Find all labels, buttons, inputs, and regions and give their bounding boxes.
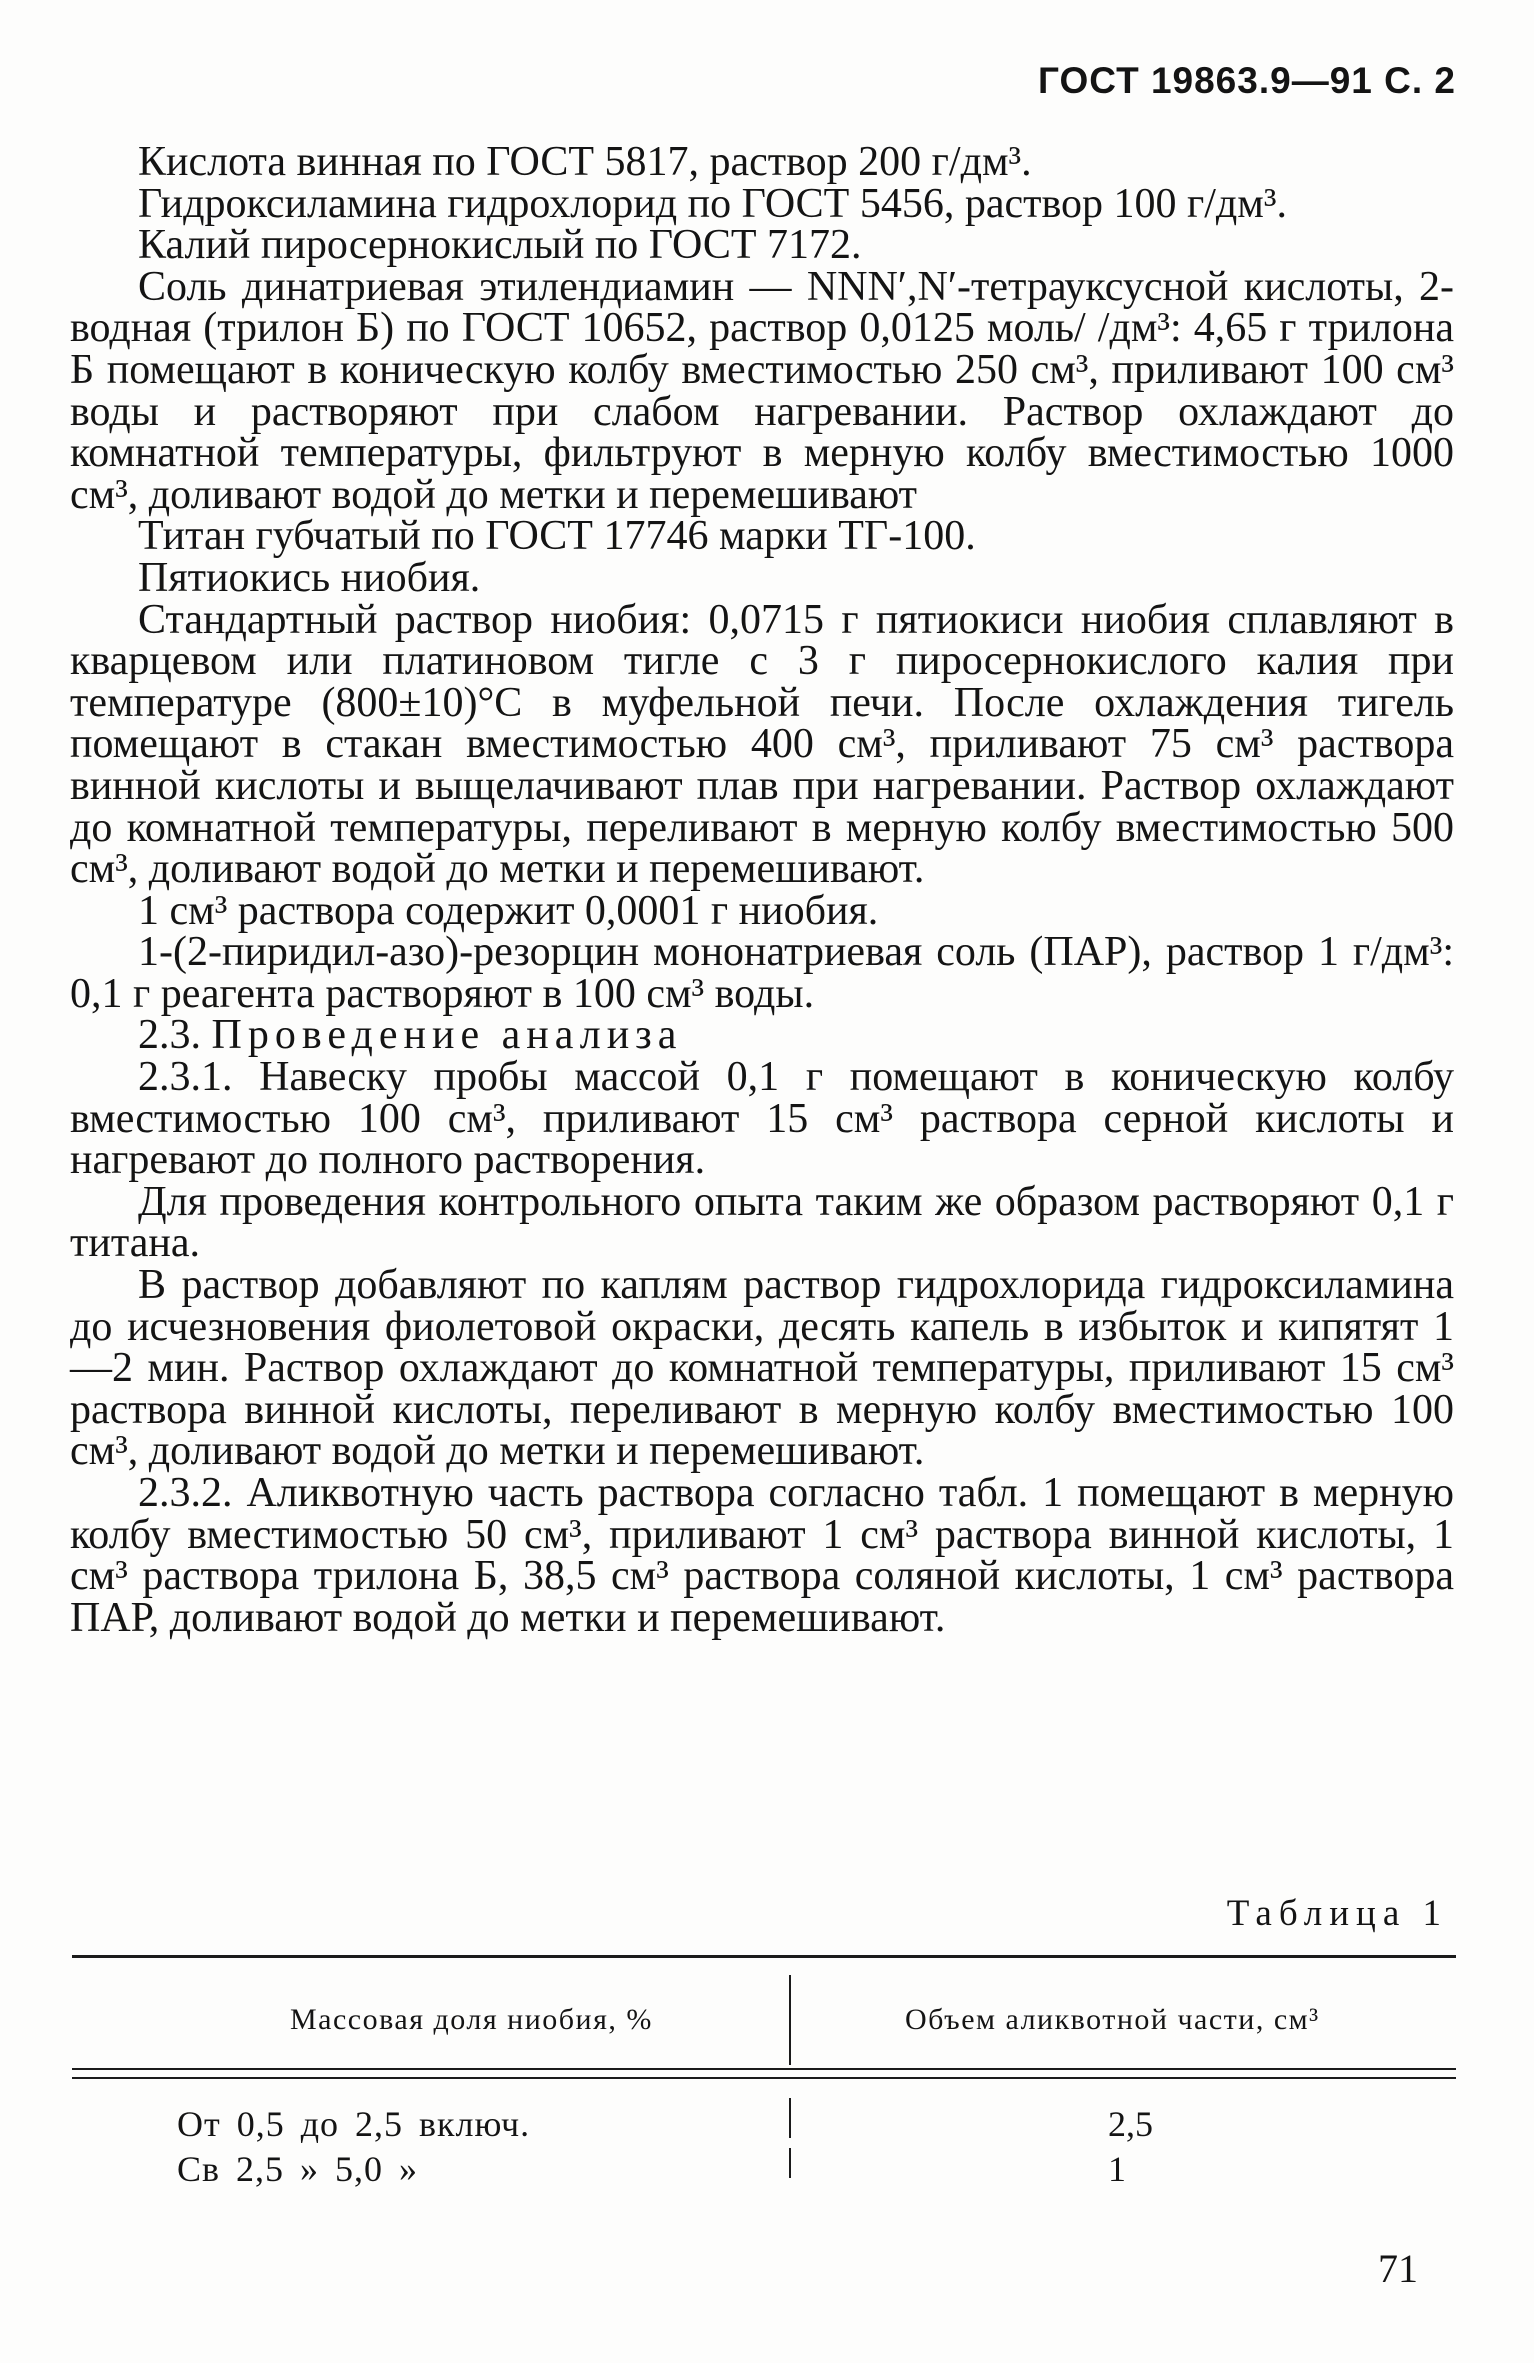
- table-cell-range: От 0,5 до 2,5 включ.: [177, 2104, 531, 2144]
- section-number: 2.3.: [138, 1012, 201, 1059]
- table-header-aliquot-volume: Объем аликвотной части, см³: [905, 2003, 1320, 2036]
- section-title: Проведение анализа: [211, 1012, 683, 1059]
- paragraph: Титан губчатый по ГОСТ 17746 марки ТГ-100.: [138, 513, 976, 560]
- page-header: ГОСТ 19863.9—91 С. 2: [1038, 60, 1456, 101]
- paragraph: Соль динатриевая этилендиамин — NNN′,N′-тетрауксусной кислоты, 2-водная (трилон Б) по ГОСТ 10652, раствор 0,0125 моль/ /дм³: 4,65 г трилона Б помещают в коническую колбу вместимостью 250 см³, приливают 100 см³ воды и растворяют при слабом нагревании. Раствор охлаждают до комнатной температуры, фильтруют в мерную колбу вместимостью 1000 см³, доливают водой до метки и перемешивают: [70, 263, 1454, 518]
- page-number: 71: [1378, 2246, 1418, 2291]
- paragraph: 1-(2-пиридил-азо)-резорцин мононатриевая соль (ПАР), раствор 1 г/дм³: 0,1 г реагента растворяют в 100 см³ воды.: [70, 929, 1454, 1017]
- paragraph: Гидроксиламина гидрохлорид по ГОСТ 5456, раствор 100 г/дм³.: [138, 180, 1287, 227]
- table-header-rule: [72, 2068, 1456, 2070]
- document-body: [70, 139, 1454, 1641]
- table-cell-range: Св 2,5 » 5,0 »: [177, 2149, 419, 2189]
- table-header-mass-fraction: Массовая доля ниобия, %: [290, 2003, 653, 2036]
- paragraph: Кислота винная по ГОСТ 5817, раствор 200 г/дм³.: [138, 139, 1032, 185]
- paragraph: В раствор добавляют по каплям раствор гидрохлорида гидроксиламина до исчезновения фиолетовой окраски, десять капель в избыток и кипятят 1—2 мин. Раствор охлаждают до комнатной температуры, приливают 15 см³ раствора винной кислоты, переливают в мерную колбу вместимостью 100 см³, доливают водой до метки и перемешивают.: [70, 1262, 1454, 1475]
- paragraph: Стандартный раствор ниобия: 0,0715 г пятиокиси ниобия сплавляют в кварцевом или платиновом тигле с 3 г пиросернокислого калия при температуре (800±10)°С в муфельной печи. После охлаждения тигель помещают в стакан вместимостью 400 см³, приливают 75 см³ раствора винной кислоты и выщелачивают плав при нагревании. Раствор охлаждают до комнатной температуры, переливают в мерную колбу вместимостью 500 см³, доливают водой до метки и перемешивают.: [70, 596, 1454, 893]
- paragraph: 2.3.1. Навеску пробы массой 0,1 г помещают в коническую колбу вместимостью 100 см³, приливают 15 см³ раствора серной кислоты и нагревают до полного растворения.: [70, 1054, 1454, 1184]
- paragraph: Для проведения контрольного опыта таким же образом растворяют 0,1 г титана.: [70, 1178, 1454, 1267]
- table-caption: Таблица 1: [1226, 1893, 1448, 1934]
- paragraph: Калий пиросернокислый по ГОСТ 7172.: [138, 222, 862, 269]
- table-cell-volume: 2,5: [1108, 2104, 1153, 2144]
- table-column-divider: [789, 2148, 791, 2178]
- paragraph: 1 см³ раствора содержит 0,0001 г ниобия.: [138, 887, 879, 934]
- table-column-divider: [789, 2098, 791, 2138]
- section-heading: [70, 1012, 1454, 1059]
- table-column-divider: [789, 1975, 791, 2065]
- paragraph: Пятиокись ниобия.: [138, 554, 481, 601]
- table-top-rule: [72, 1955, 1456, 1958]
- paragraph: 2.3.2. Аликвотную часть раствора согласно табл. 1 помещают в мерную колбу вместимостью 50 см³, приливают 1 см³ раствора винной кислоты, 1 см³ раствора трилона Б, 38,5 см³ раствора соляной кислоты, 1 см³ раствора ПАР, доливают водой до метки и перемешивают.: [70, 1470, 1454, 1641]
- table-cell-volume: 1: [1108, 2149, 1126, 2189]
- table-header-rule: [72, 2077, 1456, 2079]
